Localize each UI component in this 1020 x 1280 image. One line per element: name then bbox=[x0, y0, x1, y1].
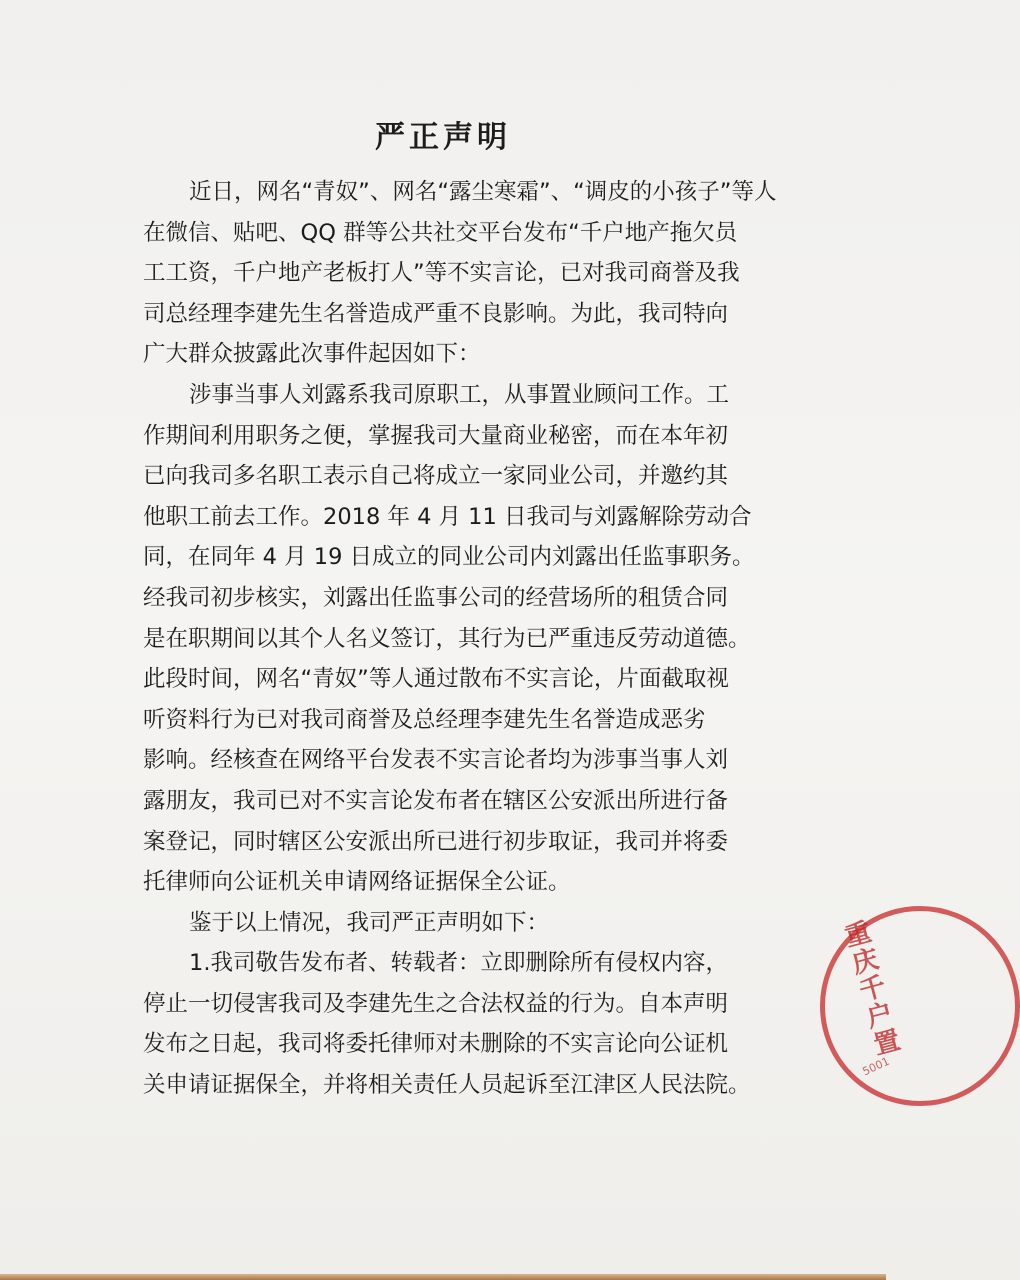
company-seal-text: 重庆千户置 bbox=[841, 917, 904, 1062]
text-line: 鉴于以上情况，我司严正声明如下： bbox=[189, 909, 550, 936]
text-line: 此段时间，网名“青奴”等人通过散布不实言论，片面截取视 bbox=[143, 666, 729, 693]
text-line: 关申请证据保全，并将相关责任人员起诉至江津区人民法院。 bbox=[143, 1072, 751, 1099]
text-line: 已向我司多名职工表示自己将成立一家同业公司，并邀约其 bbox=[143, 463, 729, 490]
text-line: 1.我司敬告发布者、转载者：立即删除所有侵权内容， bbox=[189, 950, 728, 977]
page-title: 严正声明 bbox=[375, 120, 511, 155]
text-line: 露朋友，我司已对不实言论发布者在辖区公安派出所进行备 bbox=[143, 787, 729, 814]
text-line: 影响。经核查在网络平台发表不实言论者均为涉事当事人刘 bbox=[143, 747, 729, 774]
text-line: 同，在同年 4 月 19 日成立的同业公司内刘露出任监事职务。 bbox=[143, 544, 755, 571]
text-line: 停止一切侵害我司及李建先生之合法权益的行为。自本声明 bbox=[143, 990, 729, 1017]
text-line: 他职工前去工作。2018 年 4 月 11 日我司与刘露解除劳动合 bbox=[143, 503, 752, 530]
text-line: 发布之日起，我司将委托律师对未删除的不实言论向公证机 bbox=[143, 1031, 729, 1058]
text-line: 近日，网名“青奴”、网名“露尘寒霜”、“调皮的小孩子”等人 bbox=[189, 179, 777, 205]
text-line: 在微信、贴吧、QQ 群等公共社交平台发布“千户地产拖欠员 bbox=[143, 219, 738, 246]
company-seal-code: 5001 bbox=[860, 1054, 892, 1079]
text-line: 工工资，千户地产老板打人”等不实言论，已对我司商誉及我 bbox=[143, 260, 740, 287]
desk-edge bbox=[0, 1274, 886, 1280]
text-line: 涉事当事人刘露系我司原职工，从事置业顾问工作。工 bbox=[189, 381, 730, 408]
text-line: 案登记，同时辖区公安派出所已进行初步取证，我司并将委 bbox=[143, 828, 729, 855]
text-line: 听资料行为已对我司商誉及总经理李建先生名誉造成恶劣 bbox=[143, 706, 706, 733]
text-line: 司总经理李建先生名誉造成严重不良影响。为此，我司特向 bbox=[143, 300, 729, 327]
text-line: 作期间利用职务之便，掌握我司大量商业秘密，而在本年初 bbox=[143, 422, 729, 449]
text-line: 经我司初步核实，刘露出任监事公司的经营场所的租赁合同 bbox=[143, 584, 729, 611]
text-line: 托律师向公证机关申请网络证据保全公证。 bbox=[143, 869, 571, 896]
statement-body bbox=[143, 172, 775, 1106]
text-line: 是在职期间以其个人名义签订，其行为已严重违反劳动道德。 bbox=[143, 625, 751, 652]
text-line: 广大群众披露此次事件起因如下： bbox=[143, 341, 481, 368]
